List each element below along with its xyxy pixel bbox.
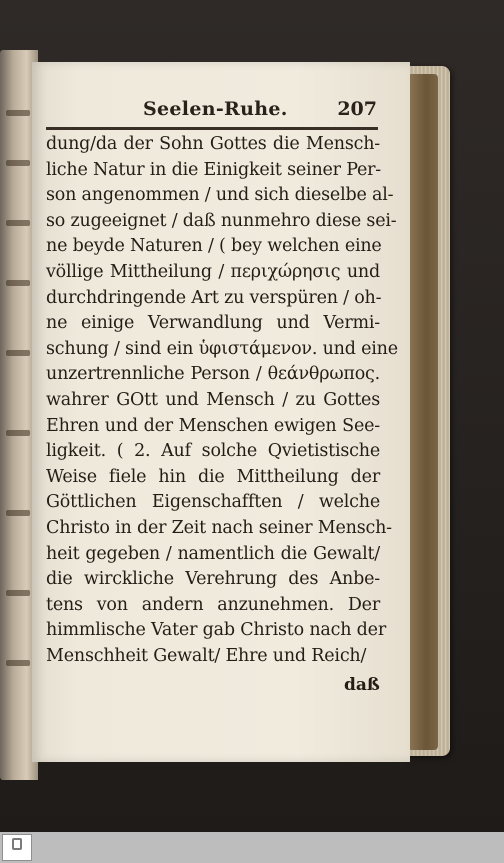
catchword: daß (344, 675, 380, 695)
text-line: unzertrennliche Person / θεάνθρωπος. (46, 364, 380, 385)
spine-mark (6, 350, 30, 356)
text-line: tens von andern anzunehmen. Der (46, 594, 380, 615)
text-line: Göttlichen Eigenschafften / welche (46, 492, 380, 513)
library-logo-icon[interactable] (2, 834, 32, 861)
text-line: die wirckliche Verehrung des Anbe- (46, 569, 380, 590)
text-line: himmlische Vater gab Christo nach der (46, 620, 387, 641)
text-line: heit gegeben / namentlich die Gewalt/ (46, 543, 380, 564)
page-edges-shadow (408, 74, 438, 750)
spine-mark (6, 110, 30, 116)
viewer-bottom-bar (0, 832, 504, 863)
page-number: 207 (337, 98, 377, 120)
text-line: dung/da der Sohn Gottes die Mensch- (46, 134, 380, 154)
text-line: schung / sind ein ὑφιστάμενον. und eine (46, 338, 398, 359)
text-line: liche Natur in die Einigkeit seiner Per- (46, 159, 382, 180)
logo-mark (12, 838, 22, 850)
header-rule (46, 127, 378, 130)
text-line: son angenommen / und sich dieselbe al- (46, 185, 394, 206)
text-line: ligkeit. ( 2. Auf solche Qvietistische (46, 441, 380, 462)
body-text (46, 132, 398, 669)
text-line: durchdringende Art zu verspüren / oh- (46, 287, 382, 308)
text-line: Christo in der Zeit nach seiner Mensch- (46, 517, 392, 538)
text-line: Ehren und der Menschen ewigen See- (46, 415, 380, 436)
spine-mark (6, 220, 30, 226)
page-header (48, 98, 383, 124)
text-line: völlige Mittheilung / περιχώρησις und (46, 261, 380, 282)
spine-mark (6, 590, 30, 596)
text-line: ne einige Verwandlung und Vermi- (46, 313, 380, 334)
spine-mark (6, 430, 30, 436)
text-line: wahrer GOtt und Mensch / zu Gottes (46, 389, 380, 410)
running-head: Seelen-Ruhe. (143, 98, 288, 120)
text-line: Weise fiele hin die Mittheilung der (46, 466, 380, 487)
spine-mark (6, 510, 30, 516)
spine-mark (6, 160, 30, 166)
text-line: so zugeeignet / daß nunmehro diese sei- (46, 210, 397, 231)
spine-mark (6, 280, 30, 286)
text-line: Menschheit Gewalt/ Ehre und Reich/ (46, 645, 367, 666)
spine-mark (6, 660, 30, 666)
text-line: ne beyde Naturen / ( bey welchen eine (46, 236, 382, 257)
